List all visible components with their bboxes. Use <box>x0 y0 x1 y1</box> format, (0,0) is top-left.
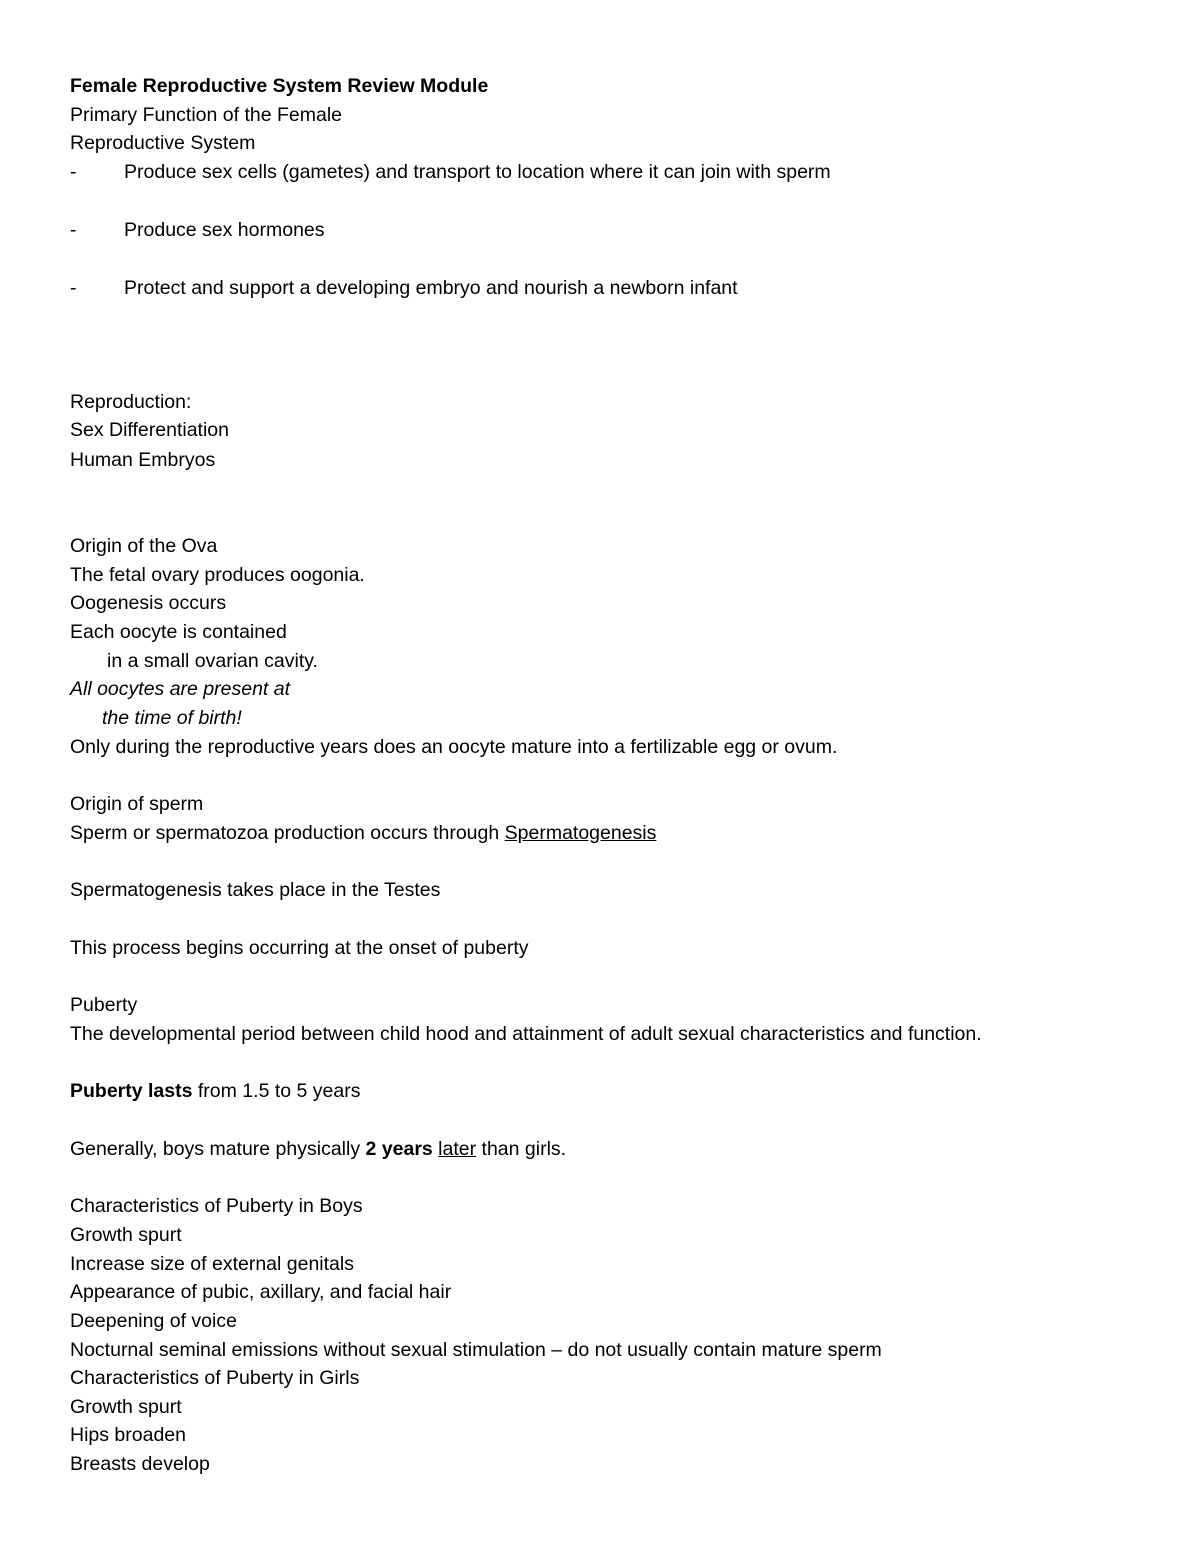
section-heading: Origin of sperm <box>70 793 204 815</box>
text-line: This process begins occurring at the onset of puberty <box>70 937 529 959</box>
text-line: Sex Differentiation <box>70 419 229 441</box>
text-span: Generally, boys mature physically <box>70 1138 366 1160</box>
underlined-term: Spermatogenesis <box>504 822 657 844</box>
bullet-dash: - <box>70 161 77 183</box>
bold-term: 2 years <box>365 1138 433 1160</box>
italic-note: the time of birth! <box>102 707 242 729</box>
text-line: Spermatogenesis takes place in the Testes <box>70 879 441 901</box>
text-line <box>70 1136 566 1162</box>
section-heading: Reproduction: <box>70 391 192 413</box>
text-line <box>70 1078 360 1104</box>
list-item: Increase size of external genitals <box>70 1253 354 1275</box>
text-line: Each oocyte is contained <box>70 621 287 643</box>
bullet-item: Produce sex cells (gametes) and transport to location where it can join with sperm <box>124 161 831 183</box>
text-line <box>70 820 656 846</box>
text-line: Human Embryos <box>70 449 216 471</box>
bullet-dash: - <box>70 277 77 299</box>
list-item: Deepening of voice <box>70 1310 237 1332</box>
italic-note: All oocytes are present at <box>70 678 291 700</box>
intro-line: Primary Function of the Female <box>70 104 343 126</box>
bullet-item: Protect and support a developing embryo and nourish a newborn infant <box>124 277 738 299</box>
bullet-dash: - <box>70 219 77 241</box>
text-line: The fetal ovary produces oogonia. <box>70 564 365 586</box>
section-heading: Characteristics of Puberty in Boys <box>70 1195 363 1217</box>
bold-term: Puberty lasts <box>70 1080 193 1102</box>
list-item: Nocturnal seminal emissions without sexual stimulation – do not usually contain mature sperm <box>70 1339 882 1361</box>
text-line: The developmental period between child hood and attainment of adult sexual characteristics and function. <box>70 1023 982 1045</box>
section-heading: Origin of the Ova <box>70 535 218 557</box>
list-item: Growth spurt <box>70 1224 182 1246</box>
text-line: in a small ovarian cavity. <box>107 650 318 672</box>
text-span: than girls. <box>476 1138 567 1160</box>
bullet-item: Produce sex hormones <box>124 219 325 241</box>
text-line: Only during the reproductive years does an oocyte mature into a fertilizable egg or ovum. <box>70 736 838 758</box>
text-span: from 1.5 to 5 years <box>192 1080 361 1102</box>
list-item: Hips broaden <box>70 1424 186 1446</box>
section-heading: Puberty <box>70 994 138 1016</box>
list-item: Breasts develop <box>70 1453 210 1475</box>
text-line: Oogenesis occurs <box>70 592 227 614</box>
intro-line: Reproductive System <box>70 132 256 154</box>
section-heading: Characteristics of Puberty in Girls <box>70 1367 360 1389</box>
text-span: Sperm or spermatozoa production occurs through <box>70 822 505 844</box>
underlined-term: later <box>438 1138 477 1160</box>
list-item: Appearance of pubic, axillary, and facial hair <box>70 1281 452 1303</box>
document-title: Female Reproductive System Review Module <box>70 75 489 97</box>
list-item: Growth spurt <box>70 1396 182 1418</box>
